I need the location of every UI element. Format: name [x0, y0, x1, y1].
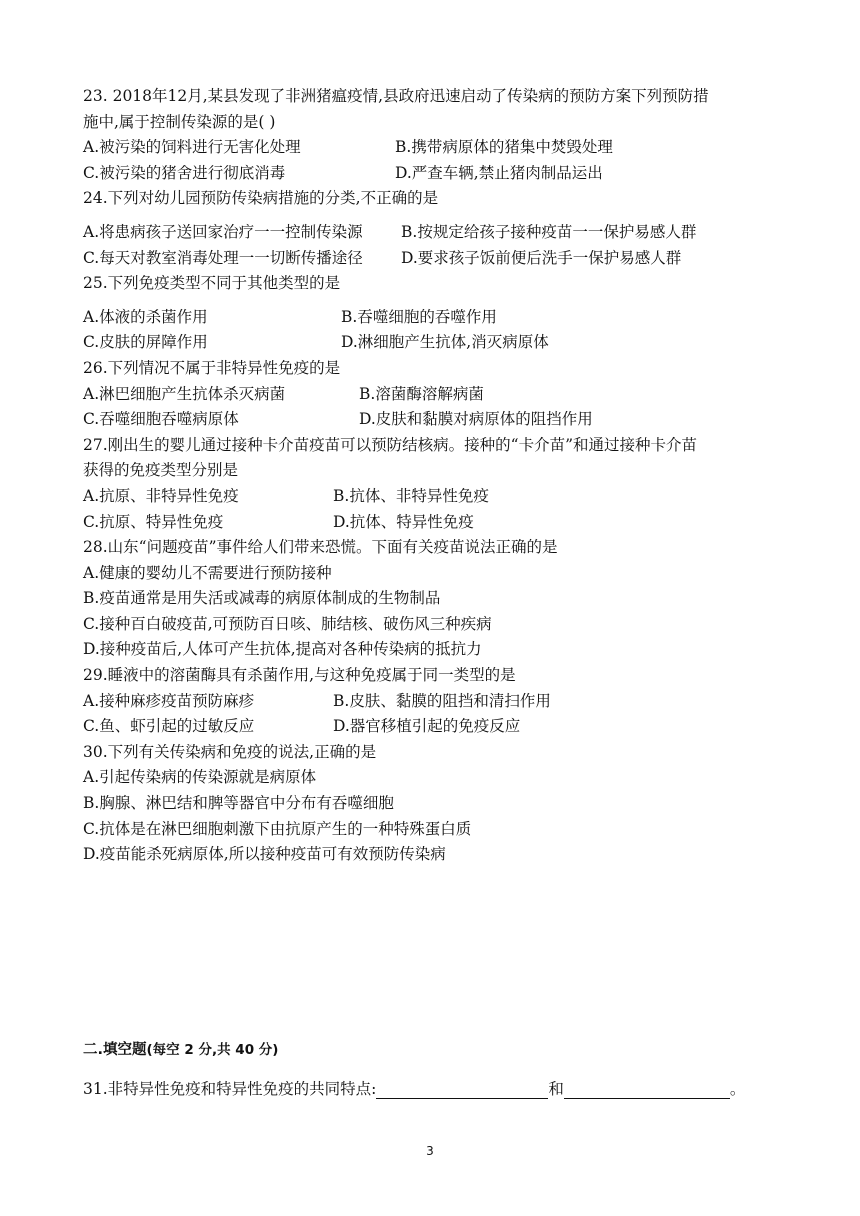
option-a: A.健康的婴幼儿不需要进行预防接种 [83, 563, 332, 582]
option-a: A.引起传染病的传染源就是病原体 [83, 768, 317, 787]
question-stem: 29.睡液中的溶菌酶具有杀菌作用,与这种免疫属于同一类型的是 [83, 666, 516, 685]
option-a: A.被污染的饲料进行无害化处理 [83, 138, 301, 157]
question-24 [83, 186, 783, 271]
question-25 [83, 271, 783, 356]
section-heading [83, 1038, 278, 1059]
option-c: C.鱼、虾引起的过敏反应 [83, 717, 255, 736]
option-d: D.疫苗能杀死病原体,所以接种疫苗可有效预防传染病 [83, 845, 446, 864]
question-30 [83, 740, 783, 868]
option-a: A.体液的杀菌作用 [83, 307, 208, 326]
question-27 [83, 433, 783, 535]
question-stem: 24.下列对幼儿园预防传染病措施的分类,不正确的是 [83, 189, 439, 208]
option-d: D.皮肤和黏膜对病原体的阻挡作用 [359, 410, 593, 429]
option-d: D.淋细胞产生抗体,消灭病原体 [341, 333, 549, 352]
option-b: B.疫苗通常是用失活或减毒的病原体制成的生物制品 [83, 589, 441, 608]
question-stem: 施中,属于控制传染源的是( ) [83, 112, 276, 131]
question-stem: 25.下列免疫类型不同于其他类型的是 [83, 274, 341, 293]
option-b: B.抗体、非特异性免疫 [333, 486, 489, 505]
option-b: B.胸腺、淋巴结和脾等器官中分布有吞噬细胞 [83, 794, 394, 813]
option-b: B.吞噬细胞的吞噬作用 [341, 307, 497, 326]
sentence-end: 。 [729, 1080, 746, 1098]
option-c: C.抗体是在淋巴细胞刺激下由抗原产生的一种特殊蛋白质 [83, 819, 472, 838]
option-d: D.接种疫苗后,人体可产生抗体,提高对各种传染病的抵抗力 [83, 640, 482, 659]
option-c: C.每天对教室消毒处理一一切断传播途径 [83, 248, 363, 267]
option-c: C.吞噬细胞吞噬病原体 [83, 410, 239, 429]
option-d: D.严查车辆,禁止猪肉制品运出 [395, 163, 603, 182]
page-number: 3 [426, 1144, 434, 1158]
option-b: B.携带病原体的猪集中焚毁处理 [395, 138, 613, 157]
option-a: A.抗原、非特异性免疫 [83, 486, 239, 505]
question-stem: 23. 2018年12月,某县发现了非洲猪瘟疫情,县政府迅速启动了传染病的预防方案下列预防措 [83, 87, 709, 105]
option-c: C.接种百白破疫苗,可预防百日咳、肺结核、破伤风三种疾病 [83, 614, 492, 633]
question-stem: 获得的免疫类型分别是 [83, 461, 239, 480]
option-d: D.抗体、特异性免疫 [333, 512, 474, 531]
question-stem: 31.非特异性免疫和特异性免疫的共同特点: [83, 1080, 377, 1098]
questions-area [83, 84, 783, 868]
question-31 [83, 1077, 745, 1099]
option-c: C.抗原、特异性免疫 [83, 512, 224, 531]
question-stem: 27.刚出生的婴儿通过接种卡介苗疫苗可以预防结核病。接种的“卡介苗”和通过接种卡介苗 [83, 435, 698, 454]
option-a: A.将患病孩子送回家治疗一一控制传染源 [83, 222, 363, 241]
section-note: (每空 2 分,共 40 分) [146, 1042, 279, 1058]
question-29 [83, 663, 783, 740]
question-23 [83, 84, 783, 186]
question-stem: 28.山东“问题疫苗”事件给人们带来恐慌。下面有关疫苗说法正确的是 [83, 538, 558, 557]
option-c: C.被污染的猪舍进行彻底消毒 [83, 163, 286, 182]
option-d: D.器官移植引起的免疫反应 [333, 717, 521, 736]
question-stem: 30.下列有关传染病和免疫的说法,正确的是 [83, 742, 377, 761]
option-b: B.按规定给孩子接种疫苗一一保护易感人群 [401, 222, 697, 241]
question-stem: 26.下列情况不属于非特异性免疫的是 [83, 358, 341, 377]
answer-blank-2[interactable] [564, 1080, 730, 1099]
option-b: B.溶菌酶溶解病菌 [359, 384, 484, 403]
question-26 [83, 356, 783, 433]
answer-blank-1[interactable] [376, 1080, 548, 1099]
section-title: 二.填空题 [83, 1042, 147, 1058]
blank-connector: 和 [548, 1080, 564, 1098]
option-c: C.皮肤的屏障作用 [83, 333, 208, 352]
option-a: A.淋巴细胞产生抗体杀灭病菌 [83, 384, 286, 403]
option-a: A.接种麻疹疫苗预防麻疹 [83, 691, 255, 710]
question-28 [83, 535, 783, 663]
option-d: D.要求孩子饭前便后洗手一保护易感人群 [401, 248, 682, 267]
option-b: B.皮肤、黏膜的阻挡和清扫作用 [333, 691, 551, 710]
